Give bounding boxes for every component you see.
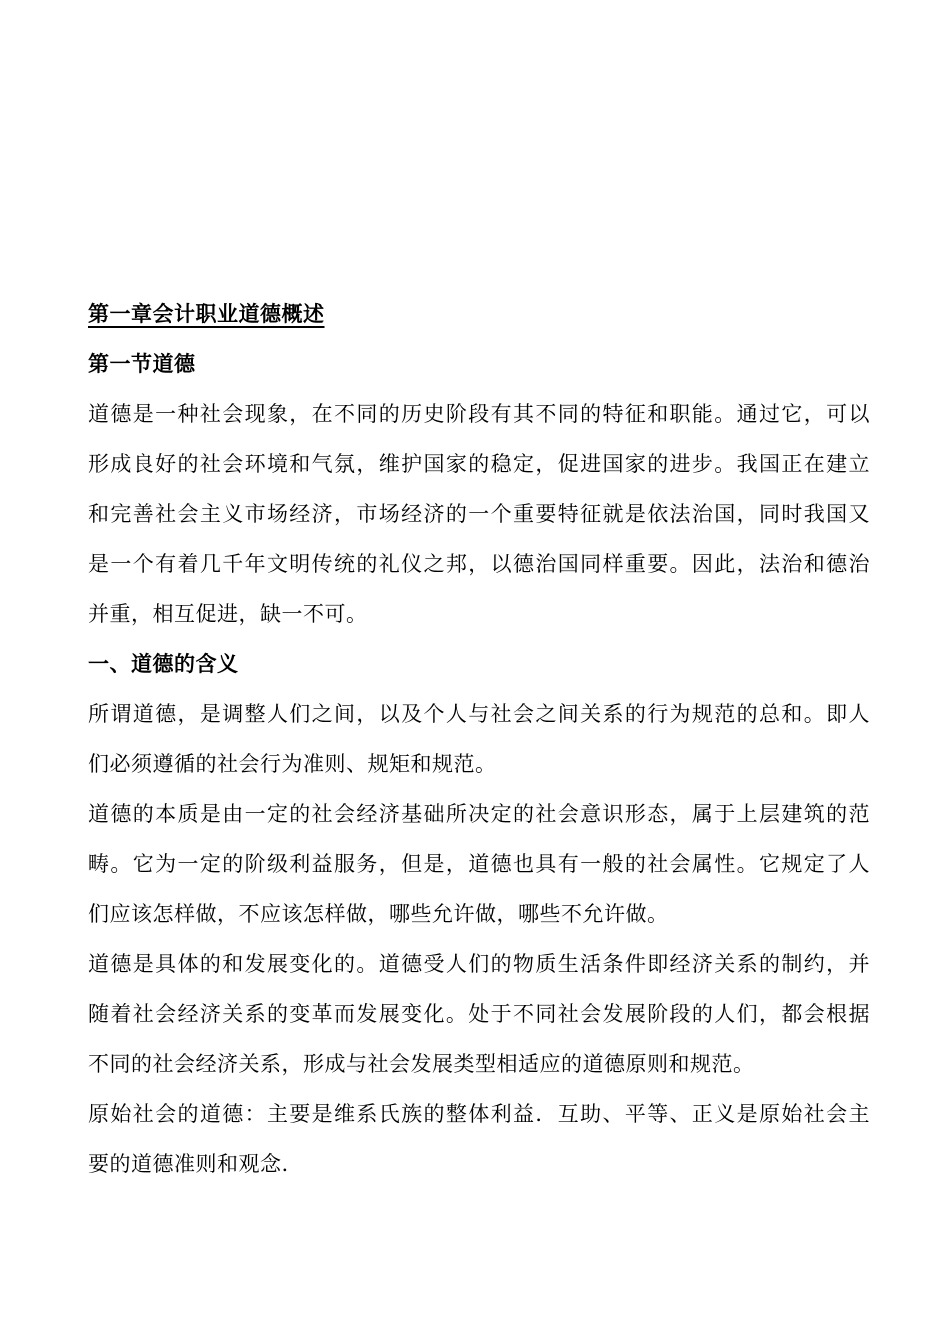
paragraph-line: 所谓道德，是调整人们之间，以及个人与社会之间关系的行为规范的总和。即人 bbox=[88, 702, 870, 726]
section-title: 第一节道德 bbox=[88, 352, 196, 376]
document-body bbox=[88, 296, 870, 1196]
paragraph-intro bbox=[88, 396, 870, 646]
paragraph-line: 们应该怎样做，不应该怎样做，哪些允许做，哪些不允许做。 bbox=[88, 902, 669, 926]
paragraph-line: 随着社会经济关系的变革而发展变化。处于不同社会发展阶段的人们，都会根据 bbox=[88, 1002, 870, 1026]
paragraph-line: 是一个有着几千年文明传统的礼仪之邦，以德治国同样重要。因此，法治和德治 bbox=[88, 552, 870, 576]
paragraph-line: 不同的社会经济关系，形成与社会发展类型相适应的道德原则和规范。 bbox=[88, 1052, 755, 1076]
paragraph-essence bbox=[88, 796, 870, 946]
paragraph-definition bbox=[88, 696, 870, 796]
paragraph-line: 道德的本质是由一定的社会经济基础所决定的社会意识形态，属于上层建筑的范 bbox=[88, 802, 870, 826]
paragraph-primitive-society bbox=[88, 1096, 870, 1196]
subheading-meaning-of-morality: 一、道德的含义 bbox=[88, 652, 239, 676]
paragraph-line: 原始社会的道德：主要是维系氏族的整体利益．互助、平等、正义是原始社会主 bbox=[88, 1102, 870, 1126]
paragraph-line: 畴。它为一定的阶级利益服务，但是，道德也具有一般的社会属性。它规定了人 bbox=[88, 852, 870, 876]
paragraph-line: 们必须遵循的社会行为准则、规矩和规范。 bbox=[88, 752, 497, 776]
chapter-title: 第一章会计职业道德概述 bbox=[88, 302, 325, 326]
paragraph-development bbox=[88, 946, 870, 1096]
paragraph-line: 并重，相互促进，缺一不可。 bbox=[88, 602, 368, 626]
paragraph-line: 和完善社会主义市场经济，市场经济的一个重要特征就是依法治国，同时我国又 bbox=[88, 502, 870, 526]
paragraph-line: 要的道德准则和观念. bbox=[88, 1152, 289, 1176]
paragraph-line: 道德是一种社会现象，在不同的历史阶段有其不同的特征和职能。通过它，可以 bbox=[88, 402, 870, 426]
paragraph-line: 道德是具体的和发展变化的。道德受人们的物质生活条件即经济关系的制约，并 bbox=[88, 952, 870, 976]
paragraph-line: 形成良好的社会环境和气氛，维护国家的稳定，促进国家的进步。我国正在建立 bbox=[88, 452, 870, 476]
